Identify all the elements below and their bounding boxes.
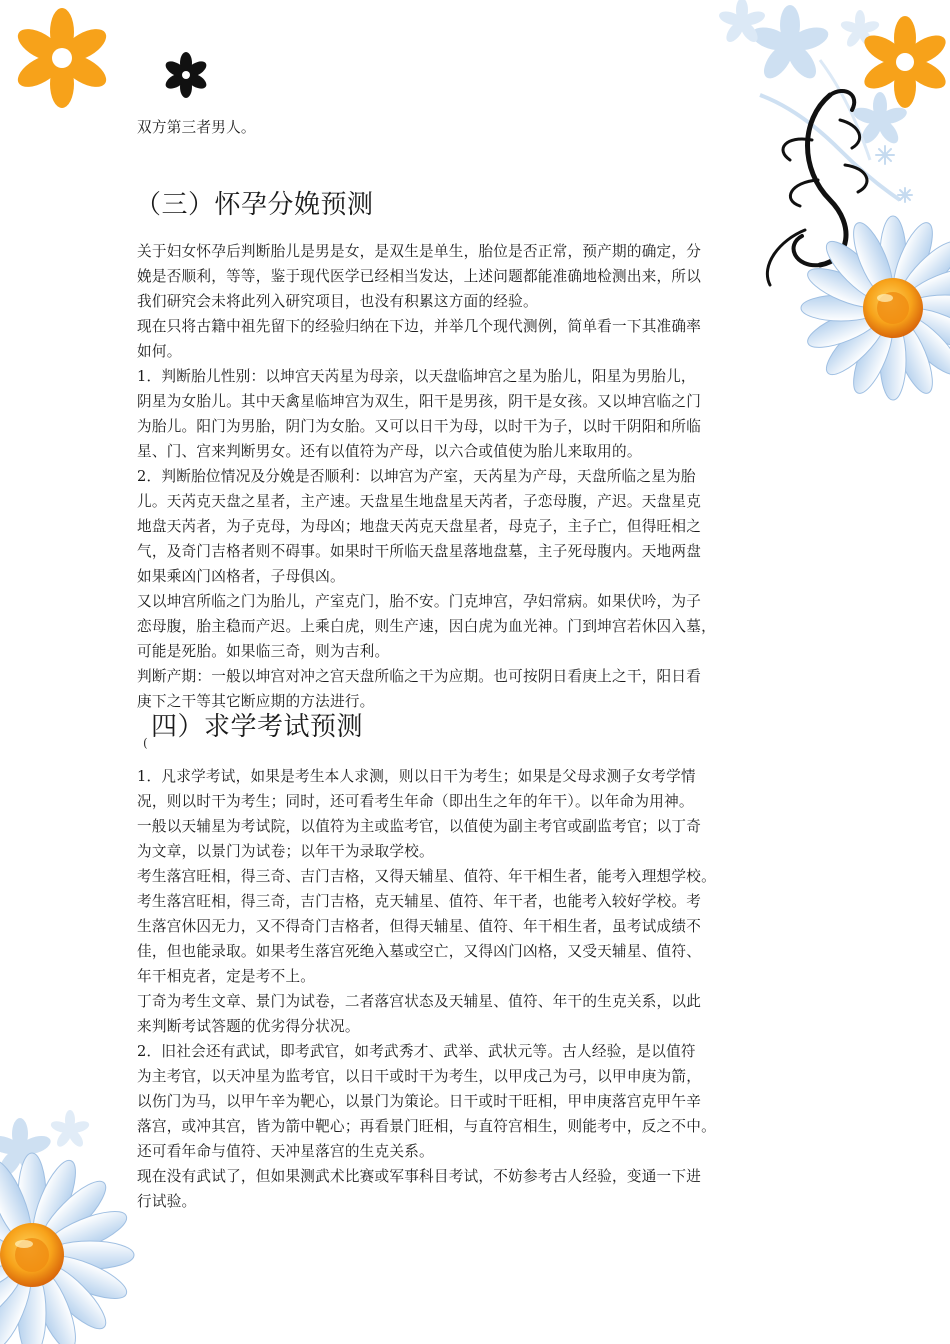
section-3-title: （三）怀孕分娩预测 bbox=[135, 190, 374, 220]
paragraph-line: 儿。天芮克天盘之星者，主产速。天盘星生地盘星天芮者，子恋母腹，产迟。天盘星克 bbox=[137, 493, 702, 510]
paragraph-line: 2．旧社会还有武试，即考武官，如考武秀才、武举、武状元等。古人经验，是以值符 bbox=[137, 1043, 696, 1060]
paragraph-line: 又以坤宫所临之门为胎儿，产室克门，胎不安。门克坤宫，孕妇常病。如果伏吟，为子 bbox=[137, 593, 702, 610]
paragraph-line: 地盘天芮者，为子克母，为母凶；地盘天芮克天盘星者，母克子，主子亡，但得旺相之 bbox=[137, 518, 702, 535]
paragraph-line: 为主考官，以天冲星为监考官，以日干或时干为考生，以甲戌己为弓，以甲申庚为箭， bbox=[137, 1068, 702, 1085]
paragraph-line: 娩是否顺利，等等，鉴于现代医学已经相当发达，上述问题都能准确地检测出来，所以 bbox=[137, 268, 702, 285]
paragraph-line: 现在没有武试了，但如果测武术比赛或军事科目考试，不妨参考古人经验，变通一下进 bbox=[137, 1168, 702, 1185]
paragraph-line: 行试验。 bbox=[137, 1193, 197, 1210]
paragraph-line: 1．凡求学考试，如果是考生本人求测，则以日干为考生；如果是父母求测子女考学情 bbox=[137, 768, 696, 785]
paragraph-line: 现在只将古籍中祖先留下的经验归纳在下边，并举几个现代测例，简单看一下其准确率 bbox=[137, 318, 702, 335]
swirl-icon bbox=[767, 91, 867, 285]
paragraph-line: 阴星为女胎儿。其中天禽星临坤宫为双生，阳干是男孩，阴干是女孩。又以坤宫临之门 bbox=[137, 393, 702, 410]
blue-flowers-cluster bbox=[717, 0, 908, 200]
paragraph-line: 气，及奇门吉格者则不碍事。如果时干所临天盘星落地盘墓，主子死母腹内。天地两盘 bbox=[137, 543, 702, 560]
section-4-paren: ( bbox=[143, 736, 148, 750]
paragraph-line: 年干相克者，定是考不上。 bbox=[137, 968, 316, 985]
paragraph-line: 庚下之干等其它断应期的方法进行。 bbox=[137, 693, 375, 710]
paragraph-line: 为文章，以景门为试卷；以年干为录取学校。 bbox=[137, 843, 434, 860]
orange-flower-icon bbox=[860, 16, 950, 108]
paragraph-line: 2．判断胎位情况及分娩是否顺利：以坤宫为产室，天芮星为产母，天盘所临之星为胎 bbox=[137, 468, 696, 485]
paragraph-line: 生落宫休囚无力，又不得奇门吉格者，但得天辅星、值符、年干相生者，虽考试成绩不 bbox=[137, 918, 702, 935]
paragraph-line: 我们研究会未将此列入研究项目，也没有积累这方面的经验。 bbox=[137, 293, 538, 310]
paragraph-line: 考生落宫旺相，得三奇、吉门吉格，又得天辅星、值符、年干相生者，能考入理想学校。 bbox=[137, 868, 716, 885]
paragraph-line: 以伤门为马，以甲午辛为靶心，以景门为策论。日干或时干旺相，甲申庚落宫克甲午辛 bbox=[137, 1093, 702, 1110]
daisy-icon bbox=[801, 216, 950, 400]
paragraph-line: 况，则以时干为考生；同时，还可看考生年命（即出生之年的年干）。以年命为用神。 bbox=[137, 793, 694, 810]
snowflake-icon bbox=[876, 146, 912, 202]
paragraph-line: 如果乘凶门凶格者，子母俱凶。 bbox=[137, 568, 345, 585]
paragraph-line: 考生落宫旺相，得三奇，吉门吉格，克天辅星、值符、年干者，也能考入较好学校。考 bbox=[137, 893, 702, 910]
daisy-icon bbox=[0, 1153, 134, 1344]
paragraph-line: 判断产期：一般以坤宫对冲之宫天盘所临之干为应期。也可按阴日看庚上之干，阳日看 bbox=[137, 668, 702, 685]
section-4-title: 四）求学考试预测 bbox=[151, 712, 364, 742]
paragraph-line: 为胎儿。阳门为男胎，阴门为女胎。又可以日干为母，以时干为子，以时干阴阳和所临 bbox=[137, 418, 702, 435]
blue-flowers-cluster bbox=[0, 1110, 91, 1181]
paragraph-line: 星、门、宫来判断男女。还有以值符为产母，以六合或值使为胎儿来取用的。 bbox=[137, 443, 642, 460]
paragraph-line: 佳，但也能录取。如果考生落宫死绝入墓或空亡，又得凶门凶格，又受天辅星、值符、 bbox=[137, 943, 702, 960]
orange-flower-icon bbox=[13, 8, 112, 108]
paragraph-line: 关于妇女怀孕后判断胎儿是男是女，是双生是单生，胎位是否正常，预产期的确定，分 bbox=[137, 243, 702, 260]
paragraph-line: 恋母腹，胎主稳而产迟。上乘白虎，则生产速，因白虎为血光神。门到坤宫若休囚入墓， bbox=[137, 618, 716, 635]
black-flower-icon bbox=[163, 52, 209, 98]
paragraph-line: 落宫，或冲其宫，皆为箭中靶心；再看景门旺相，与直符宫相生，则能考中，反之不中。 bbox=[137, 1118, 716, 1135]
paragraph-line: 来判断考试答题的优劣得分状况。 bbox=[137, 1018, 360, 1035]
paragraph-line: 1．判断胎儿性别：以坤宫天芮星为母亲，以天盘临坤宫之星为胎儿，阳星为男胎儿， bbox=[137, 368, 696, 385]
intro-line: 双方第三者男人。 bbox=[137, 119, 256, 136]
paragraph-line: 如何。 bbox=[137, 343, 182, 360]
paragraph-line: 丁奇为考生文章、景门为试卷，二者落宫状态及天辅星、值符、年干的生克关系，以此 bbox=[137, 993, 702, 1010]
paragraph-line: 一般以天辅星为考试院，以值符为主或监考官，以值使为副主考官或副监考官；以丁奇 bbox=[137, 818, 702, 835]
paragraph-line: 可能是死胎。如果临三奇，则为吉利。 bbox=[137, 643, 390, 660]
paragraph-line: 还可看年命与值符、天冲星落宫的生克关系。 bbox=[137, 1143, 434, 1160]
